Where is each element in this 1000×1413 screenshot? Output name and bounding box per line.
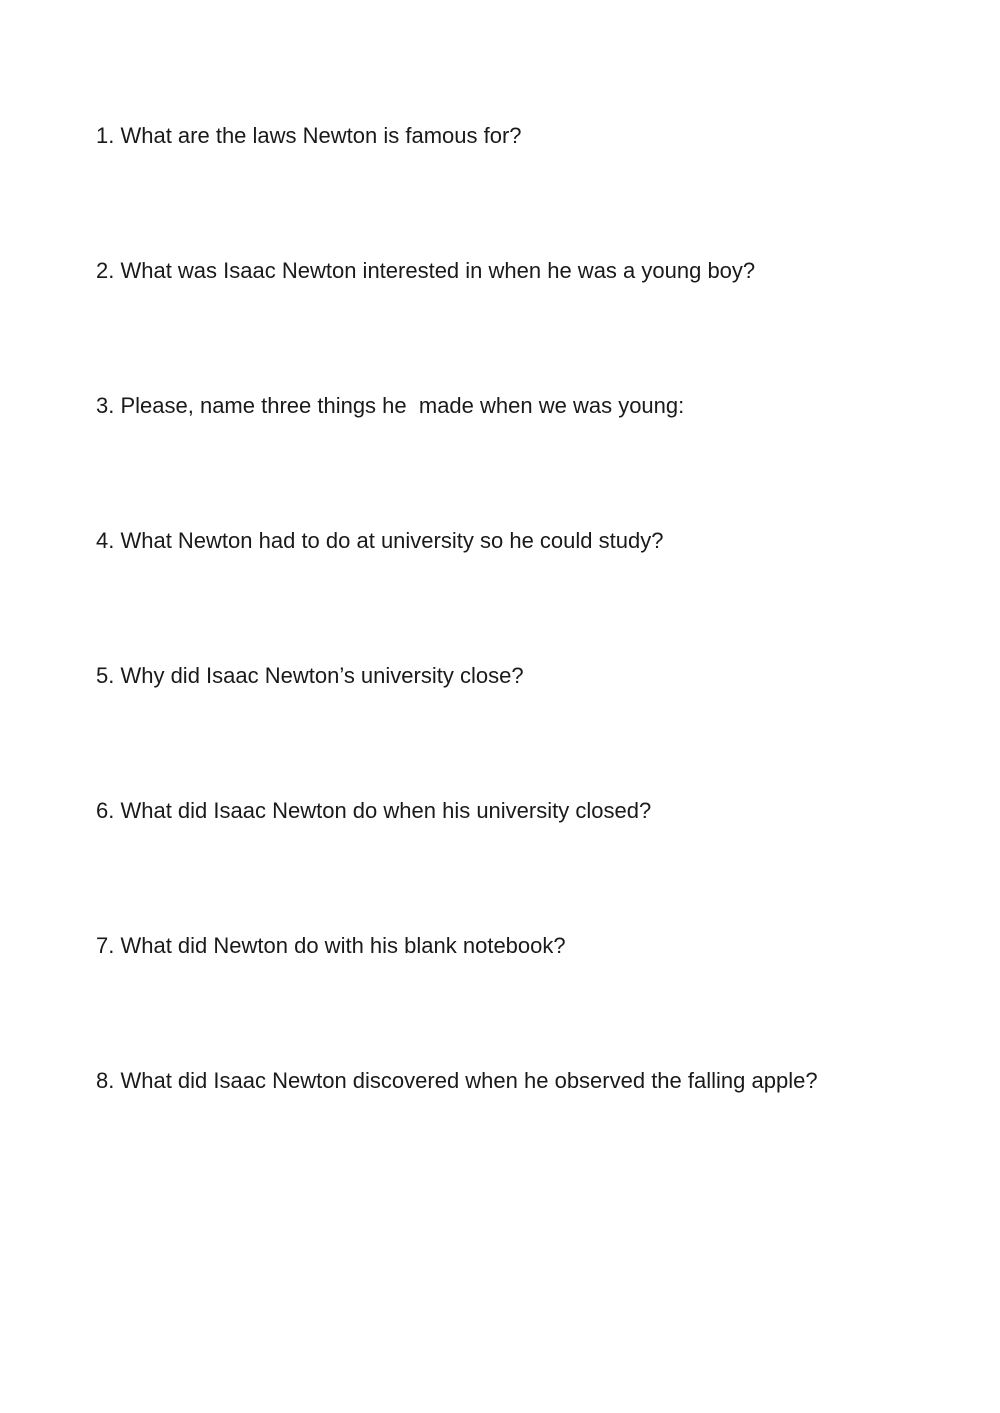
question-5: 5. Why did Isaac Newton’s university close? <box>96 663 524 688</box>
question-8: 8. What did Isaac Newton discovered when he observed the falling apple? <box>96 1068 818 1093</box>
question-7: 7. What did Newton do with his blank notebook? <box>96 933 566 958</box>
question-6: 6. What did Isaac Newton do when his university closed? <box>96 798 652 823</box>
question-1: 1. What are the laws Newton is famous for? <box>96 123 522 148</box>
question-2: 2. What was Isaac Newton interested in when he was a young boy? <box>96 258 756 283</box>
question-3: 3. Please, name three things he made when we was young: <box>96 393 685 418</box>
question-4: 4. What Newton had to do at university so he could study? <box>96 528 664 553</box>
